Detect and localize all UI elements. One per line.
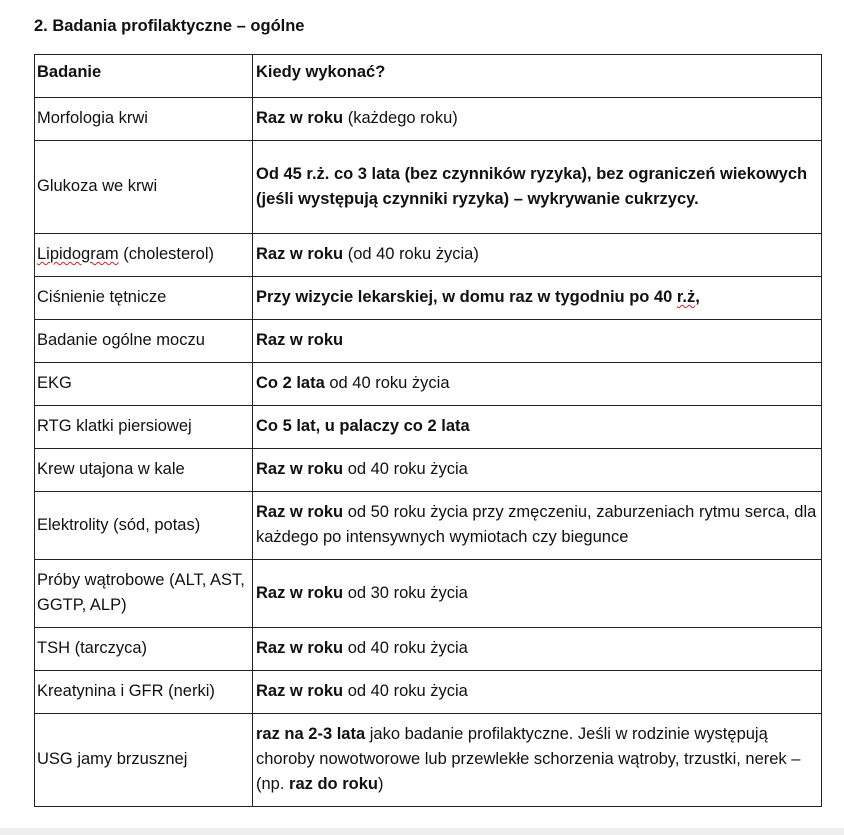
table-row [35, 560, 822, 628]
table-row [35, 492, 822, 560]
page-bottom-edge [0, 828, 844, 835]
table-row [35, 406, 822, 449]
test-name: Próby wątrobowe (ALT, AST, GGTP, ALP) [35, 560, 253, 628]
header-test: Badanie [35, 55, 253, 98]
test-name: Morfologia krwi [35, 98, 253, 141]
test-name: Badanie ogólne moczu [35, 320, 253, 363]
table-header-row [35, 55, 822, 98]
table-row [35, 234, 822, 277]
test-schedule: Raz w roku od 30 roku życia [253, 560, 822, 628]
spellcheck-word: r.ż [676, 288, 696, 306]
exams-table [34, 54, 822, 807]
test-name: EKG [35, 363, 253, 406]
table-row [35, 98, 822, 141]
spellcheck-word: Lipidogram [37, 245, 119, 263]
table-row [35, 141, 822, 234]
test-name: Lipidogram (cholesterol) [35, 234, 253, 277]
test-schedule: Raz w roku od 50 roku życia przy zmęczeniu, zaburzeniach rytmu serca, dla każdego po intensywnych wymiotach czy biegunce [253, 492, 822, 560]
test-schedule: Raz w roku (od 40 roku życia) [253, 234, 822, 277]
section-heading: 2. Badania profilaktyczne – ogólne [34, 17, 305, 35]
test-schedule: raz na 2-3 lata jako badanie profilaktyczne. Jeśli w rodzinie występują choroby nowotworowe lub przewlekłe schorzenia wątroby, trzustki, nerek – (np. raz do roku) [253, 714, 822, 807]
test-name: USG jamy brzusznej [35, 714, 253, 807]
table-row [35, 320, 822, 363]
table-row [35, 714, 822, 807]
test-schedule: Raz w roku od 40 roku życia [253, 449, 822, 492]
test-name: Kreatynina i GFR (nerki) [35, 671, 253, 714]
test-name: Krew utajona w kale [35, 449, 253, 492]
test-schedule: Co 2 lata od 40 roku życia [253, 363, 822, 406]
table-row [35, 449, 822, 492]
table-row [35, 628, 822, 671]
test-name: Elektrolity (sód, potas) [35, 492, 253, 560]
table-row [35, 363, 822, 406]
header-when: Kiedy wykonać? [253, 55, 822, 98]
test-name: TSH (tarczyca) [35, 628, 253, 671]
test-name: Ciśnienie tętnicze [35, 277, 253, 320]
test-schedule: Raz w roku od 40 roku życia [253, 671, 822, 714]
table-row [35, 277, 822, 320]
test-schedule: Co 5 lat, u palaczy co 2 lata [253, 406, 822, 449]
test-schedule: Raz w roku od 40 roku życia [253, 628, 822, 671]
test-name: Glukoza we krwi [35, 141, 253, 234]
test-schedule: Od 45 r.ż. co 3 lata (bez czynników ryzyka), bez ograniczeń wiekowych (jeśli występują czynniki ryzyka) – wykrywanie cukrzycy. [253, 141, 822, 234]
table-row [35, 671, 822, 714]
test-schedule: Raz w roku [253, 320, 822, 363]
test-schedule: Raz w roku (każdego roku) [253, 98, 822, 141]
test-schedule: Przy wizycie lekarskiej, w domu raz w tygodniu po 40 r.ż, [253, 277, 822, 320]
test-name: RTG klatki piersiowej [35, 406, 253, 449]
